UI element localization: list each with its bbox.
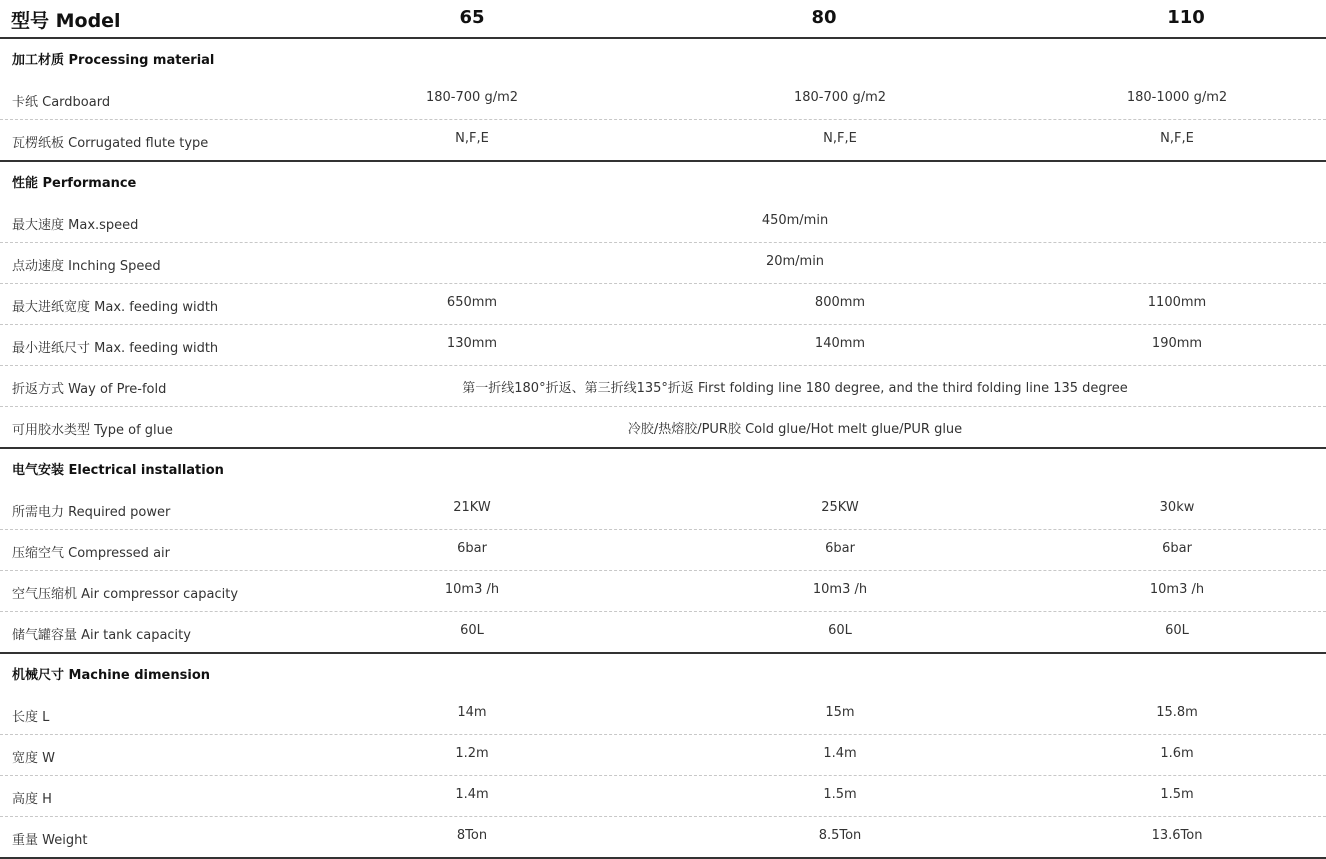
table-row bbox=[0, 693, 1326, 735]
spanning-value: 20m/min bbox=[765, 254, 825, 269]
spanning-value: 450m/min bbox=[761, 213, 829, 228]
value-cell: 60L bbox=[828, 623, 852, 638]
value-cell: 10m3 /h bbox=[812, 582, 868, 597]
row-label: 空气压缩机 Air compressor capacity bbox=[12, 587, 239, 602]
row-label: 所需电力 Required power bbox=[12, 505, 171, 520]
table-row bbox=[0, 324, 1326, 366]
value-cell: 6bar bbox=[825, 541, 855, 556]
row-label: 折返方式 Way of Pre-fold bbox=[12, 382, 167, 397]
value-cell: 10m3 /h bbox=[444, 582, 500, 597]
value-cell: 140mm bbox=[814, 336, 866, 351]
row-label: 压缩空气 Compressed air bbox=[12, 546, 170, 561]
model-65-header: 65 bbox=[459, 7, 485, 28]
value-cell: 180-700 g/m2 bbox=[425, 90, 519, 105]
row-label: 储气罐容量 Air tank capacity bbox=[12, 628, 191, 643]
row-label: 瓦楞纸板 Corrugated flute type bbox=[12, 136, 209, 151]
table-row bbox=[0, 488, 1326, 530]
value-cell: 650mm bbox=[446, 295, 498, 310]
section-title: 加工材质 Processing material bbox=[12, 53, 215, 68]
value-cell: 8.5Ton bbox=[818, 828, 862, 843]
table-row bbox=[0, 570, 1326, 612]
value-cell: 15.8m bbox=[1156, 705, 1198, 720]
value-cell: 800mm bbox=[814, 295, 866, 310]
value-cell: N,F,E bbox=[455, 131, 489, 146]
value-cell: 60L bbox=[460, 623, 484, 638]
value-cell: 25KW bbox=[821, 500, 859, 515]
model-80-header: 80 bbox=[811, 7, 837, 28]
model-110-header: 110 bbox=[1167, 7, 1205, 28]
table-row bbox=[0, 734, 1326, 776]
table-row bbox=[0, 611, 1326, 654]
row-label: 长度 L bbox=[12, 710, 50, 725]
value-cell: 1100mm bbox=[1147, 295, 1207, 310]
value-cell: 1.4m bbox=[823, 746, 857, 761]
value-cell: 1.5m bbox=[823, 787, 857, 802]
value-cell: 6bar bbox=[1162, 541, 1192, 556]
value-cell: 180-1000 g/m2 bbox=[1126, 90, 1228, 105]
spanning-value: 第一折线180°折返、第三折线135°折返 First folding line 180 degree, and the third folding line 135 degree bbox=[462, 381, 1128, 396]
row-label: 点动速度 Inching Speed bbox=[12, 259, 161, 274]
table-row bbox=[0, 242, 1326, 284]
value-cell: 1.2m bbox=[455, 746, 489, 761]
row-label: 最大进纸宽度 Max. feeding width bbox=[12, 300, 219, 315]
model-label: 型号 Model bbox=[11, 10, 121, 32]
table-row bbox=[0, 365, 1326, 407]
table-row bbox=[0, 529, 1326, 571]
section-title: 性能 Performance bbox=[12, 176, 137, 191]
table-row bbox=[0, 406, 1326, 449]
section-title: 机械尺寸 Machine dimension bbox=[12, 668, 211, 683]
row-label: 高度 H bbox=[12, 792, 52, 807]
value-cell: 60L bbox=[1165, 623, 1189, 638]
table-row bbox=[0, 775, 1326, 817]
row-label: 可用胶水类型 Type of glue bbox=[12, 423, 173, 438]
value-cell: 6bar bbox=[457, 541, 487, 556]
value-cell: N,F,E bbox=[1160, 131, 1194, 146]
value-cell: 130mm bbox=[446, 336, 498, 351]
value-cell: 13.6Ton bbox=[1151, 828, 1203, 843]
table-row bbox=[0, 816, 1326, 859]
section-header bbox=[0, 652, 1326, 693]
spanning-value: 冷胶/热熔胶/PUR胶 Cold glue/Hot melt glue/PUR glue bbox=[627, 422, 963, 437]
section-title: 电气安装 Electrical installation bbox=[12, 463, 224, 478]
value-cell: 1.6m bbox=[1160, 746, 1194, 761]
section-header bbox=[0, 37, 1326, 78]
table-row bbox=[0, 119, 1326, 162]
row-label: 最大速度 Max.speed bbox=[12, 218, 139, 233]
value-cell: 1.5m bbox=[1160, 787, 1194, 802]
section-header bbox=[0, 160, 1326, 201]
row-label: 卡纸 Cardboard bbox=[12, 95, 111, 110]
value-cell: 30kw bbox=[1159, 500, 1195, 515]
row-label: 重量 Weight bbox=[12, 833, 88, 848]
value-cell: 10m3 /h bbox=[1149, 582, 1205, 597]
table-row bbox=[0, 78, 1326, 120]
value-cell: 15m bbox=[825, 705, 855, 720]
value-cell: 14m bbox=[457, 705, 487, 720]
row-label: 宽度 W bbox=[12, 751, 55, 766]
value-cell: 180-700 g/m2 bbox=[793, 90, 887, 105]
table-header bbox=[0, 0, 1326, 39]
table-row bbox=[0, 283, 1326, 325]
value-cell: N,F,E bbox=[823, 131, 857, 146]
value-cell: 190mm bbox=[1151, 336, 1203, 351]
value-cell: 21KW bbox=[453, 500, 491, 515]
value-cell: 1.4m bbox=[455, 787, 489, 802]
row-label: 最小进纸尺寸 Max. feeding width bbox=[12, 341, 219, 356]
section-header bbox=[0, 447, 1326, 488]
value-cell: 8Ton bbox=[456, 828, 488, 843]
table-row bbox=[0, 201, 1326, 243]
